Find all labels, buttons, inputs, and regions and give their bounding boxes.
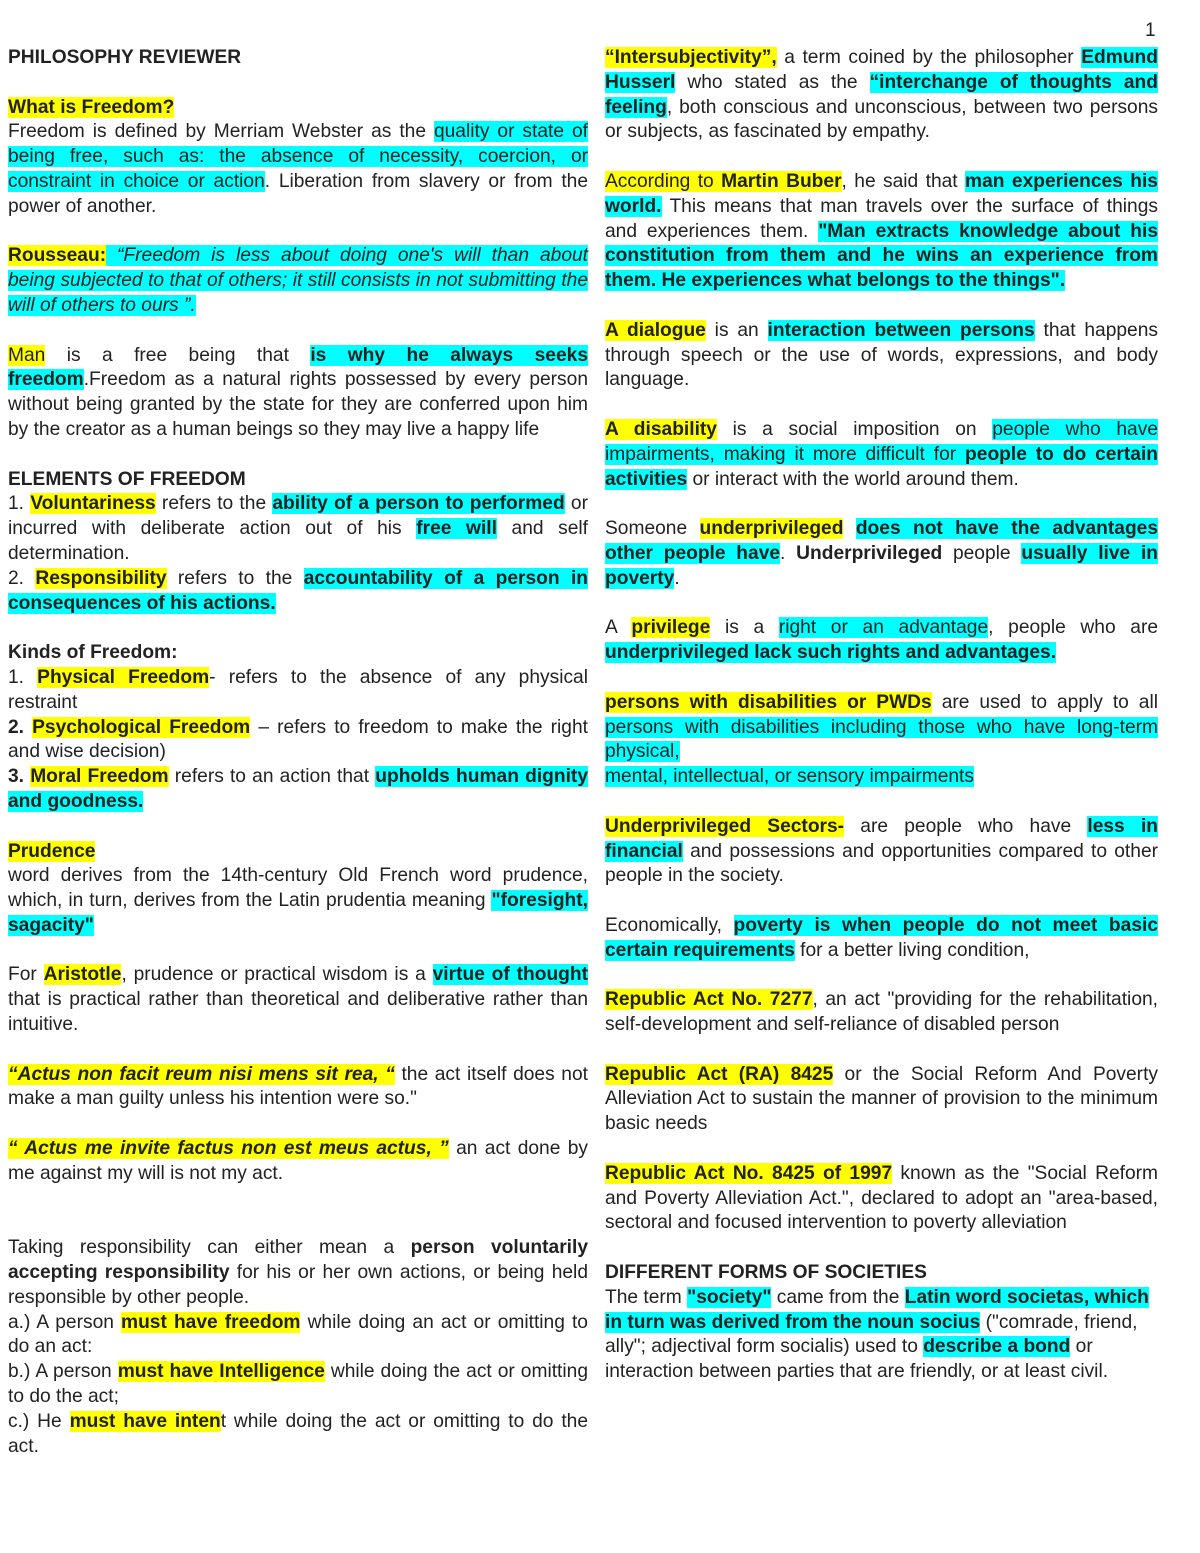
taking-responsibility: Taking responsibility can either mean a person voluntarily accepting responsibility for his or her own actions, or being held responsible by other people. a.) A person must have freedom while doing an act or omitting to do an act: b.) A person must have Intelligence while doing the act or omitting to do the act; c.) He must have intent while doing the act or omitting to do the act.: [8, 1237, 589, 1457]
left-column: [8, 46, 588, 1459]
kinds-heading: Kinds of Freedom:: [8, 642, 178, 664]
republic-act-8425-1997: Republic Act No. 8425 of 1997 known as the "Social Reform and Poverty Alleviation Act.", declared to adopt an "area-based, sectoral and focused intervention to poverty alleviation: [605, 1162, 1158, 1234]
actus-quote-2: “ Actus me invite factus non est meus actus, ” an act done by me against my will is not my act.: [8, 1138, 589, 1184]
intersubjectivity: “Intersubjectivity”, a term coined by the philosopher Edmund Husserl who stated as the “interchange of thoughts and feeling, both conscious and unconscious, between two persons or subjects, as fascinated by empathy.: [605, 47, 1158, 143]
freedom-heading: What is Freedom?: [8, 96, 175, 118]
man-free-being: Man is a free being that is why he always seeks freedom.Freedom as a natural rights possessed by every person without being granted by the state for they are conferred upon him by the creator as a human beings so they may live a happy life: [8, 344, 588, 440]
freedom-definition: What is Freedom? Freedom is defined by Merriam Webster as the quality or state of being free, such as: the absence of necessity, coercion, or constraint in choice or action. Liberation from slavery or from the power of another.: [8, 96, 588, 217]
poverty: Economically, poverty is when people do not meet basic certain requirements for a better living condition,: [605, 914, 1158, 961]
actus-quote-1: “Actus non facit reum nisi mens sit rea, “ the act itself does not make a man guilty unless his intention were so.": [8, 1063, 588, 1110]
aristotle: For Aristotle, prudence or practical wisdom is a virtue of thought that is practical rather than theoretical and deliberative rather than intuitive.: [8, 964, 588, 1036]
rousseau-quote: Rousseau: “Freedom is less about doing one's will than about being subjected to that of others; it still consists in not submitting the will of others to ours ”.: [8, 245, 588, 316]
page-number: 1: [1145, 20, 1156, 41]
dialogue: A dialogue is an interaction between persons that happens through speech or the use of words, expressions, and body language.: [605, 319, 1158, 391]
pwd: persons with disabilities or PWDs are used to apply to all persons with disabilities including those who have long-term physical, mental, intellectual, or sensory impairments: [605, 691, 1158, 788]
republic-act-8425: Republic Act (RA) 8425 or the Social Reform And Poverty Alleviation Act to sustain the manner of provision to the minimum basic needs: [605, 1063, 1158, 1135]
republic-act-7277: Republic Act No. 7277, an act "providing for the rehabilitation, self-development and self-reliance of disabled person: [605, 989, 1158, 1036]
disability: A disability is a social imposition on people who have impairments, making it more difficult for people to do certain activities or interact with the world around them.: [605, 418, 1158, 490]
forms-of-societies: DIFFERENT FORMS OF SOCIETIES The term "society" came from the Latin word societas, which in turn was derived from the noun socius ("comrade, friend, ally"; adjectival form socialis) used to describe a bond or interaction between parties that are friendly, or at least civil.: [605, 1262, 1149, 1383]
prudence-heading: Prudence: [8, 840, 96, 862]
prudence: Prudence word derives from the 14th-century Old French word prudence, which, in turn, derives from the Latin prudentia meaning "foresight, sagacity": [8, 840, 588, 936]
privilege: A privilege is a right or an advantage, people who are underprivileged lack such rights and advantages.: [605, 617, 1158, 664]
underprivileged-sectors: Underprivileged Sectors- are people who have less in financial and possessions and opportunities compared to other people in the society.: [605, 815, 1158, 887]
elements-heading: ELEMENTS OF FREEDOM: [8, 468, 246, 490]
kinds-of-freedom: Kinds of Freedom: 1. Physical Freedom- refers to the absence of any physical restraint 2. Psychological Freedom – refers to freedom to make the right and wise decision) 3. Moral Freedom refers to an action that upholds human dignity and goodness.: [8, 642, 588, 812]
societies-heading: DIFFERENT FORMS OF SOCIETIES: [605, 1262, 927, 1284]
underprivileged: Someone underprivileged does not have the advantages other people have. Underprivileged people usually live in poverty.: [605, 518, 1159, 589]
right-column: [605, 46, 1158, 1385]
document-title: PHILOSOPHY REVIEWER: [8, 47, 242, 68]
martin-buber: According to Martin Buber, he said that man experiences his world. This means that man travels over the surface of things and experiences them. "Man extracts knowledge about his constitution from them and he wins an experience from them. He experiences what belongs to the things".: [605, 170, 1158, 292]
elements-of-freedom: ELEMENTS OF FREEDOM 1. Voluntariness refers to the ability of a person to performed or incurred with deliberate action out of his free will and self determination. 2. Responsibility refers to the accountability of a person in consequences of his actions.: [8, 468, 589, 614]
